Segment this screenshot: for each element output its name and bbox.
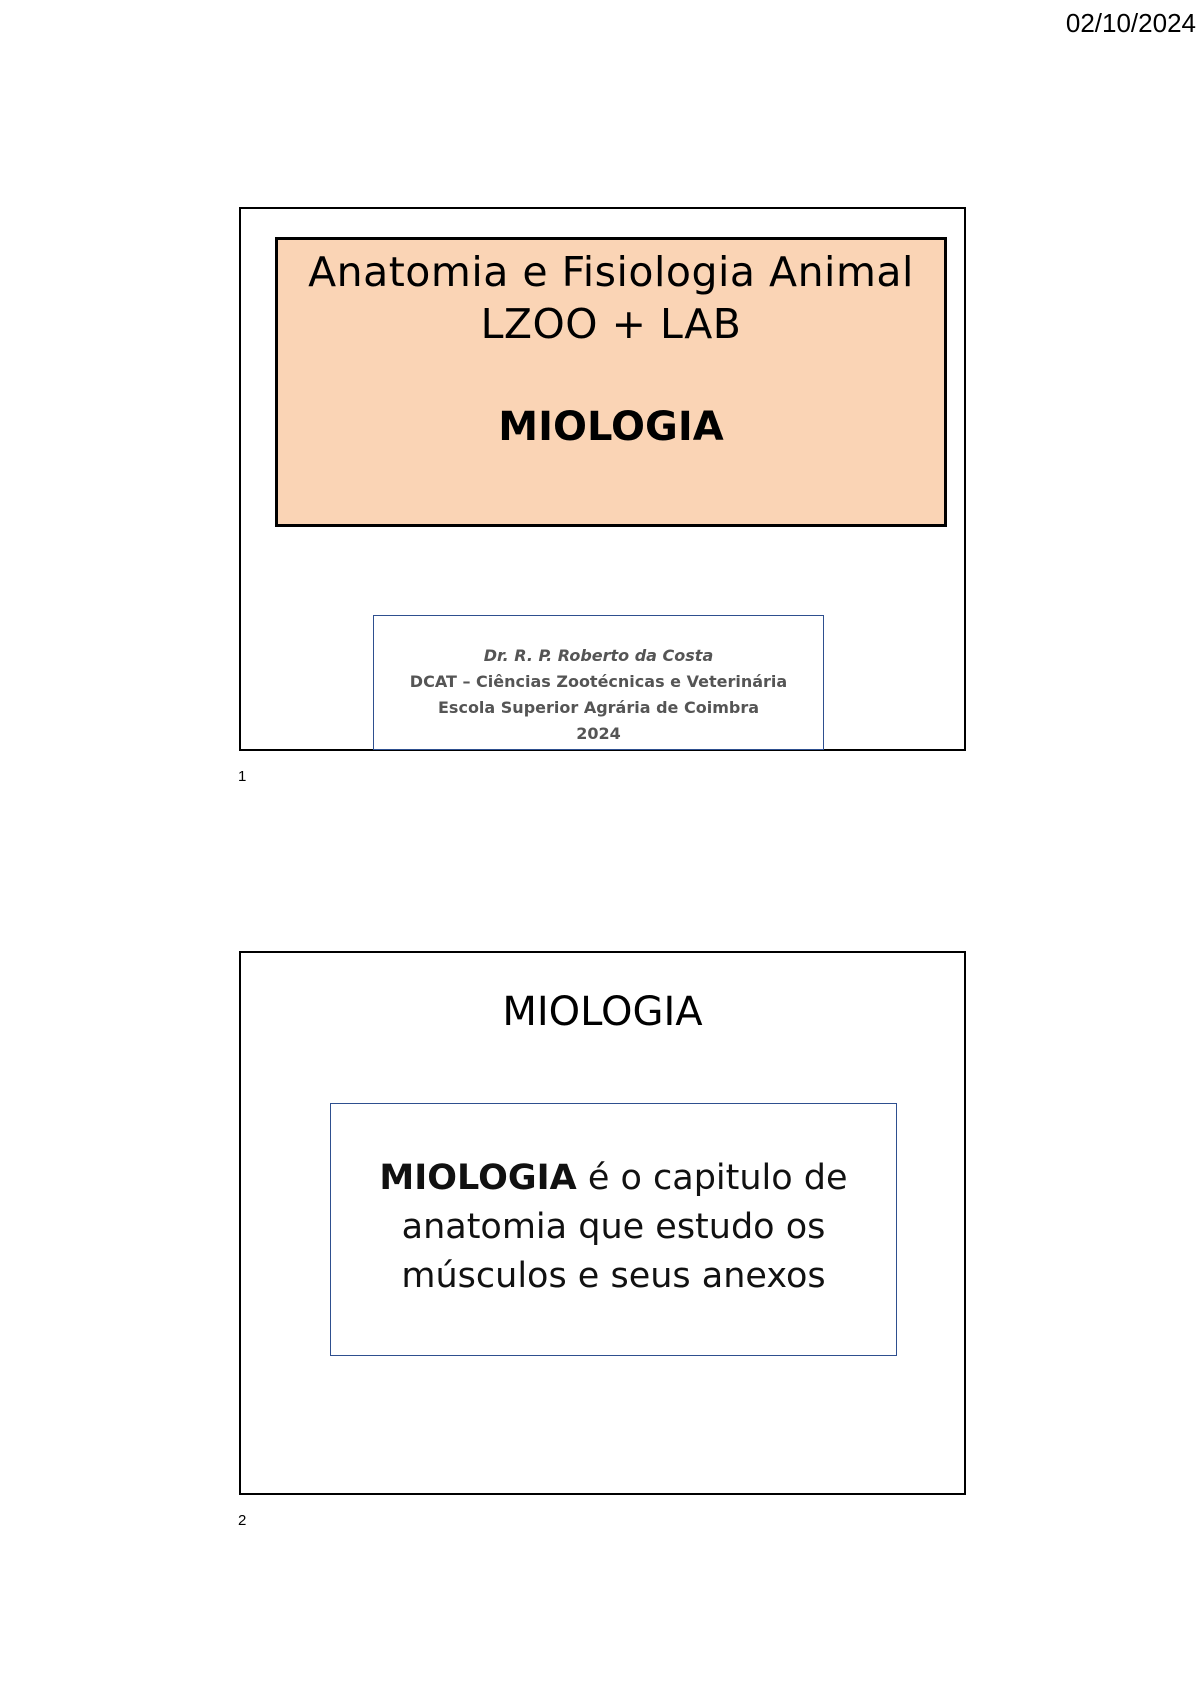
page-date: 02/10/2024 <box>1065 8 1196 38</box>
definition-line-2: anatomia que estudo os <box>401 1207 826 1247</box>
author-department: DCAT – Ciências Zootécnicas e Veterinária <box>409 672 788 691</box>
slide-1 <box>239 207 966 751</box>
course-title: Anatomia e Fisiologia Animal <box>308 248 914 296</box>
author-year: 2024 <box>576 724 621 743</box>
definition-box <box>330 1103 897 1356</box>
author-box <box>373 615 824 750</box>
author-name: Dr. R. P. Roberto da Costa <box>483 646 714 665</box>
course-code: LZOO + LAB <box>480 300 742 348</box>
title-box <box>275 237 947 527</box>
slide-number-2: 2 <box>238 1512 247 1529</box>
slide-subject: MIOLOGIA <box>498 404 724 450</box>
slide-title: MIOLOGIA <box>502 989 703 1035</box>
slide-number-1: 1 <box>238 768 247 785</box>
definition-line-3: músculos e seus anexos <box>401 1256 826 1296</box>
slide-2 <box>239 951 966 1495</box>
author-school: Escola Superior Agrária de Coimbra <box>438 698 759 717</box>
definition-line-1 <box>331 1154 896 1203</box>
definition-line-1-rest: é o capitulo de <box>576 1158 848 1198</box>
definition-term: MIOLOGIA <box>379 1158 577 1198</box>
